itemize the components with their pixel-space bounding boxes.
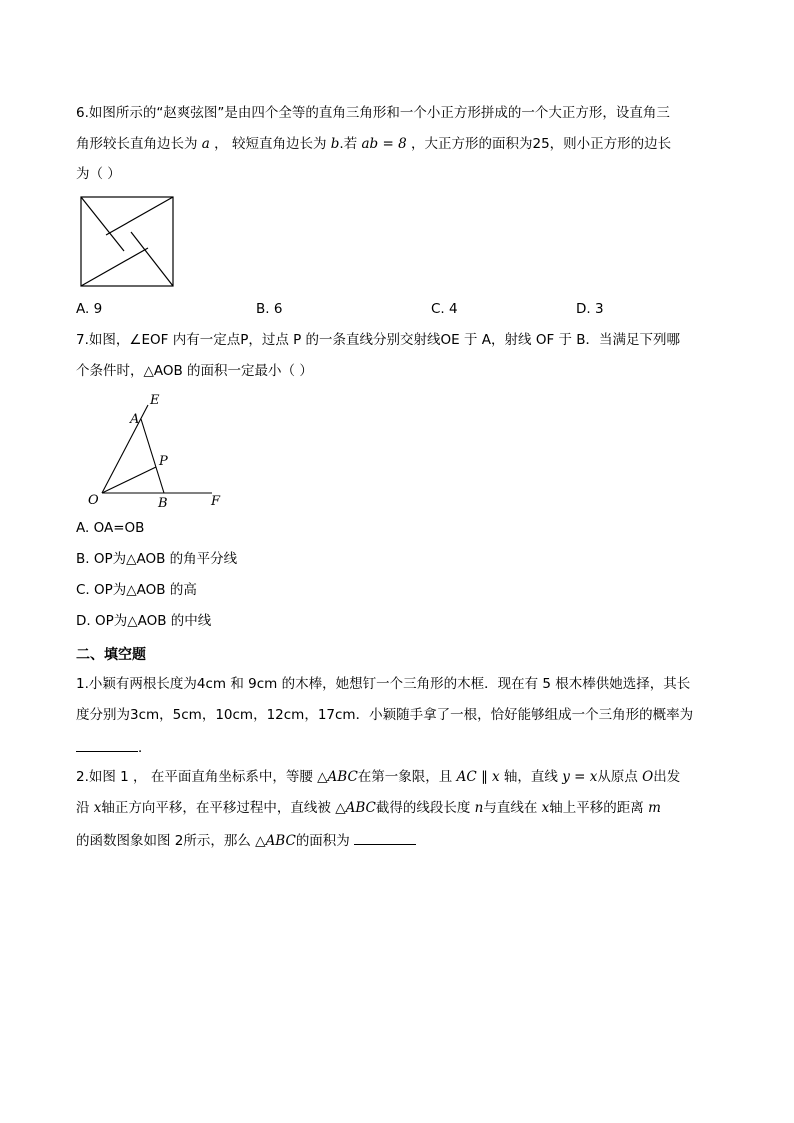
equation-y-x: y = x (562, 769, 598, 785)
f2-text: 轴上平移的距离 (549, 800, 649, 816)
var-x: x (492, 769, 500, 785)
answer-blank[interactable] (76, 737, 138, 752)
q7-option-d[interactable]: D. OP为△AOB 的中线 (76, 613, 212, 629)
f1-line-2: 度分别为3cm，5cm，10cm，12cm，17cm．小颖随手拿了一根，恰好能够组成一个三角形的概率为 (76, 707, 694, 723)
var-x: x (541, 800, 550, 816)
section-title: 二、填空题 (76, 647, 146, 663)
var-n: n (474, 800, 484, 816)
triangle-abc: ABC (265, 833, 296, 849)
q7-line-1: 7.如图，∠EOF 内有一定点P，过点 P 的一条直线分别交射线OE 于 A，射线 OF 于 B．当满足下列哪 (76, 332, 681, 348)
var-b: b (330, 136, 340, 152)
label-b: B (158, 496, 168, 511)
angle-eof-diagram (84, 392, 234, 512)
f1-line-3 (76, 737, 152, 757)
q7-option-c[interactable]: C. OP为△AOB 的高 (76, 582, 197, 598)
f2-line-3 (76, 830, 416, 850)
f2-text: 从原点 (597, 769, 643, 785)
f1-period: ． (138, 740, 152, 756)
equation-ab: ab = 8 (361, 136, 407, 152)
var-m: m (648, 800, 661, 816)
q7-line-2: 个条件时，△AOB 的面积一定最小（ ） (76, 363, 313, 379)
q6-text: 角形较长直角边长为 (76, 136, 198, 152)
f1-line-1: 1.小颖有两根长度为4cm 和 9cm 的木棒，她想钉一个三角形的木框．现在有 5 根木棒供她选择，其长 (76, 676, 691, 692)
q6-option-b[interactable]: B. 6 (256, 301, 283, 317)
f2-text: 轴，直线 (499, 769, 563, 785)
f2-text: 与直线在 (483, 800, 542, 816)
f2-text: 截得的线段长度 (375, 800, 475, 816)
triangle-abc: ABC (327, 769, 358, 785)
label-f: F (211, 494, 221, 509)
q6-text: .若 (339, 136, 358, 152)
f2-text: 的面积为 (295, 833, 350, 849)
q6-line-1: 6.如图所示的“赵爽弦图”是由四个全等的直角三角形和一个小正方形拼成的一个大正方形，设直角三 (76, 105, 670, 121)
q6-line-3: 为（ ） (76, 166, 121, 182)
parallel-symbol: ∥ (476, 769, 493, 785)
label-e: E (150, 393, 160, 408)
q6-text: ，大正方形的面积为25，则小正方形的边长 (410, 136, 672, 152)
f2-text: 在第一象限，且 (357, 769, 457, 785)
triangle-abc: ABC (345, 800, 376, 816)
f2-text: 轴正方向平移，在平移过程中，直线被 △ (101, 800, 346, 816)
q6-option-a[interactable]: A. 9 (76, 301, 103, 317)
f2-text: 沿 (76, 800, 94, 816)
q6-line-2 (76, 135, 671, 153)
q6-option-d[interactable]: D. 3 (576, 301, 604, 317)
label-a: A (130, 412, 140, 427)
f2-text: 2.如图 1 ， 在平面直角坐标系中，等腰 △ (76, 769, 328, 785)
segment-ac: AC (456, 769, 477, 785)
q6-option-c[interactable]: C. 4 (431, 301, 458, 317)
label-p: P (159, 454, 168, 469)
var-x: x (93, 800, 102, 816)
f2-text: 出发 (653, 769, 681, 785)
f2-line-1 (76, 768, 680, 786)
q6-text: ， 较短直角边长为 (214, 136, 327, 152)
q7-option-a[interactable]: A. OA=OB (76, 520, 145, 536)
q7-option-b[interactable]: B. OP为△AOB 的角平分线 (76, 551, 238, 567)
f2-line-2 (76, 799, 661, 817)
label-o: O (88, 493, 99, 508)
zhao-shuang-diagram (80, 196, 174, 288)
origin-o: O (642, 769, 654, 785)
f2-text: 的函数图象如图 2所示，那么 △ (76, 833, 266, 849)
answer-blank[interactable] (354, 830, 416, 845)
var-a: a (201, 136, 210, 152)
